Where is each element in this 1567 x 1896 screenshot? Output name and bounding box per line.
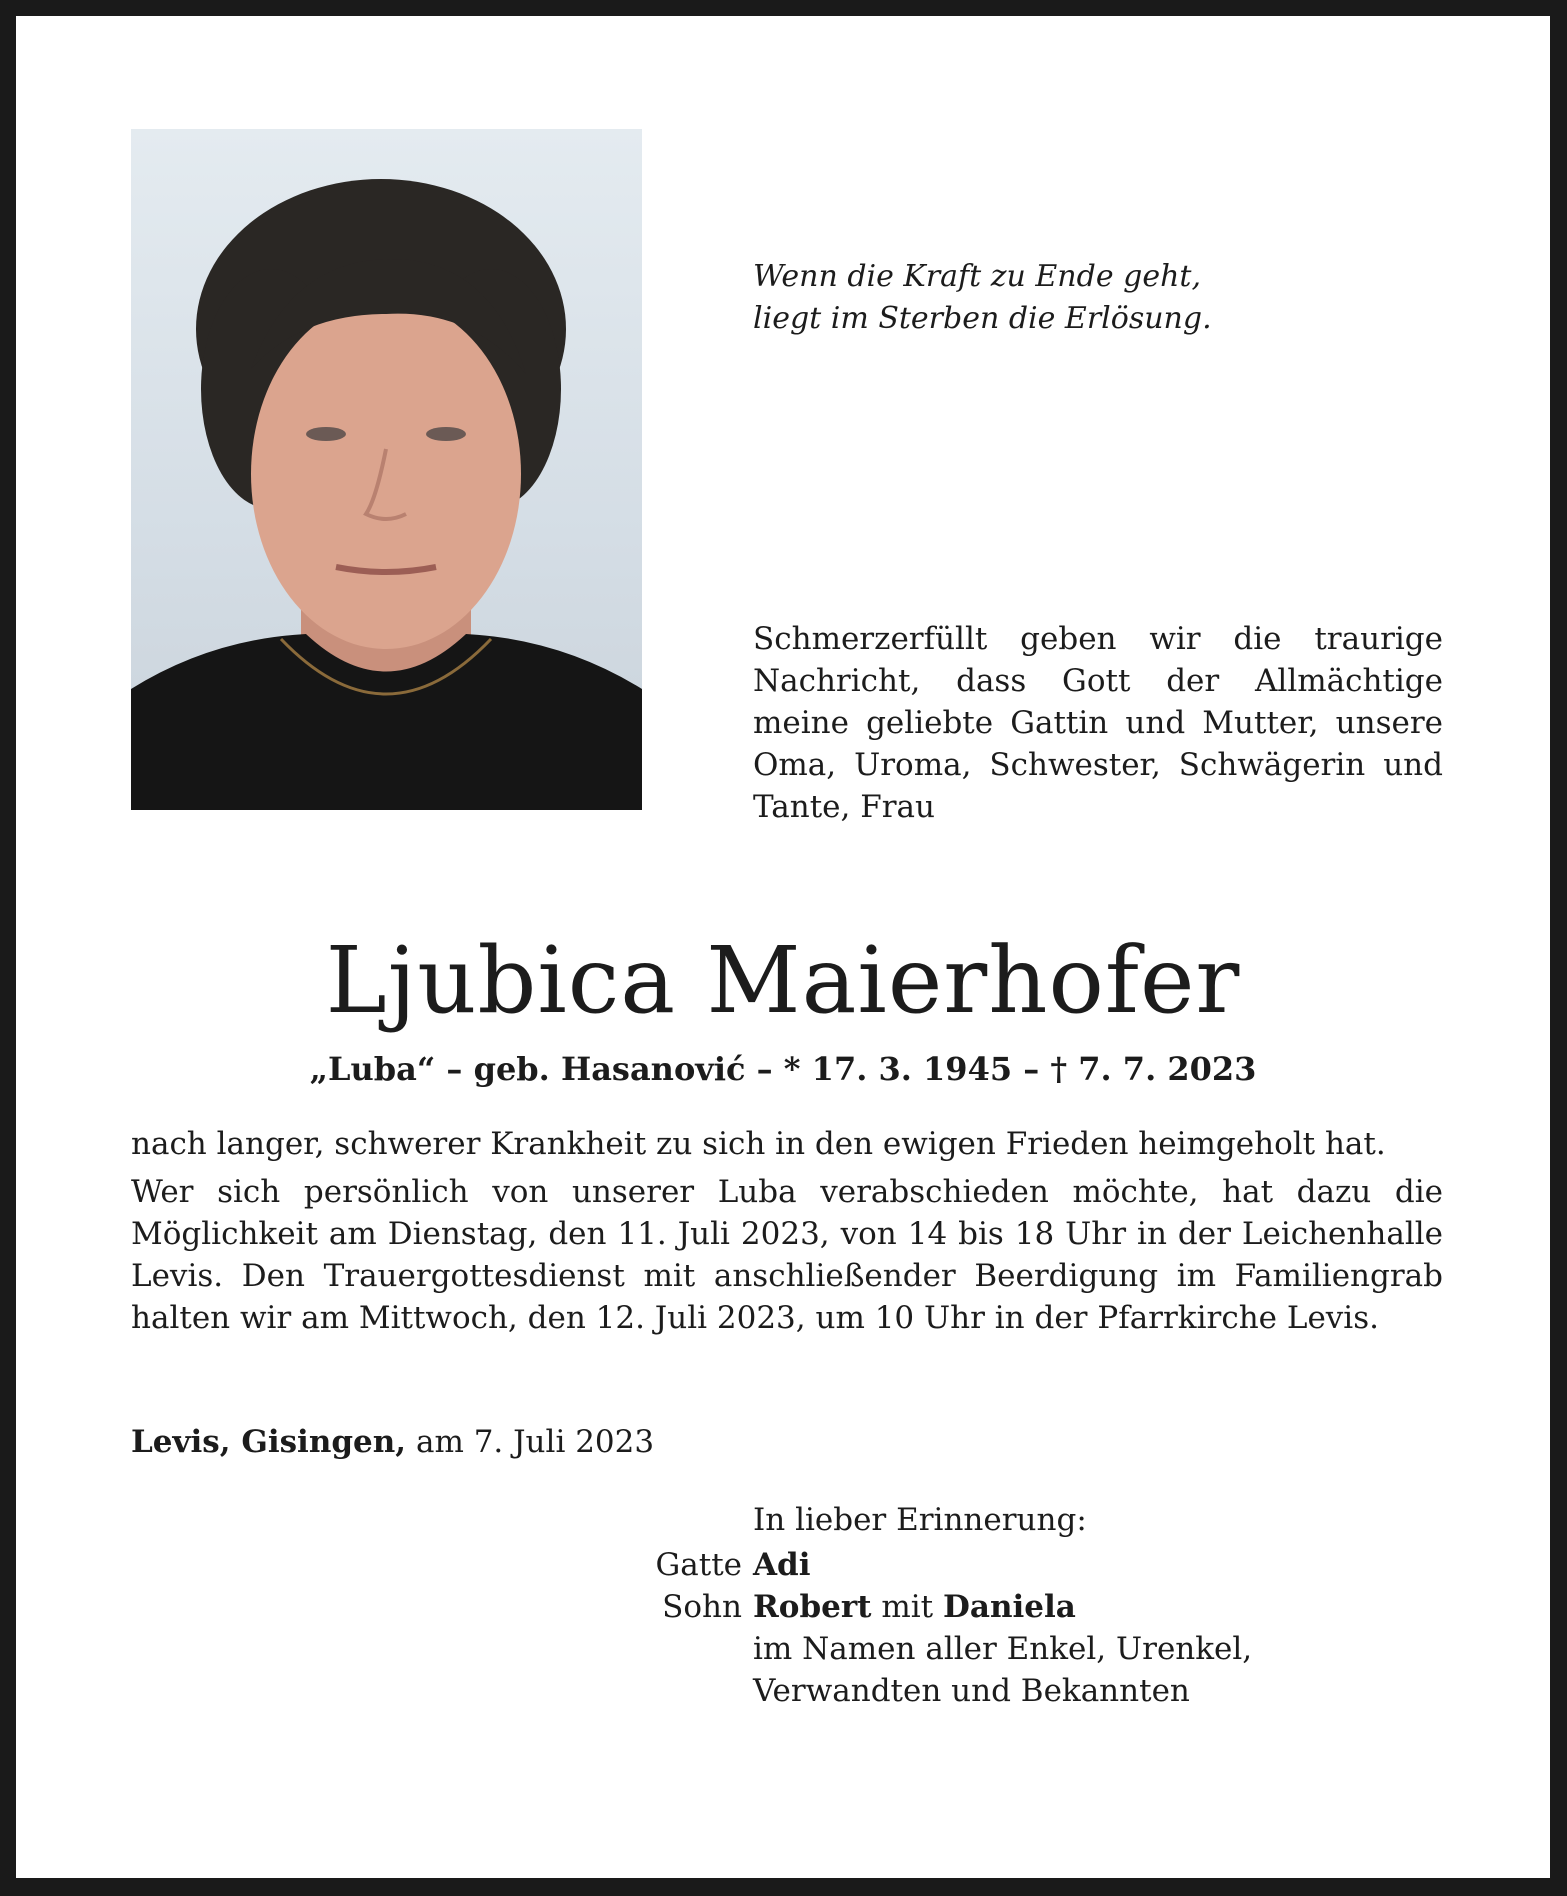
motto-quote bbox=[753, 256, 1212, 340]
family-member-name: Adi bbox=[753, 1547, 811, 1583]
announcement-intro: Schmerzerfüllt geben wir die traurige Nachricht, dass Gott der Allmächtige meine geliebte Gattin und Mutter, unsere Oma, Uroma, Schwester, Schwägerin und Tante, Frau bbox=[753, 621, 1443, 825]
family-row bbox=[626, 1586, 1456, 1628]
deceased-details: „Luba“ – geb. Hasanović – * 17. 3. 1945 – † 7. 7. 2023 bbox=[309, 1050, 1257, 1088]
closing-line-1: im Namen aller Enkel, Urenkel, bbox=[753, 1631, 1253, 1667]
family-connector: mit bbox=[881, 1589, 934, 1625]
remembrance-heading: In lieber Erinnerung: bbox=[753, 1502, 1087, 1538]
motto-line-2: liegt im Sterben die Erlösung. bbox=[753, 301, 1212, 336]
family-names bbox=[753, 1586, 1456, 1628]
place-location: Levis, Gisingen, bbox=[131, 1424, 407, 1460]
announcement-body bbox=[131, 1123, 1443, 1345]
closing-signature bbox=[753, 1628, 1252, 1712]
motto-line-1: Wenn die Kraft zu Ende geht, bbox=[753, 259, 1201, 294]
family-member-name: Robert bbox=[753, 1589, 872, 1625]
family-role: Gatte bbox=[655, 1547, 742, 1583]
deceased-name: Ljubica Maierhofer bbox=[325, 927, 1241, 1034]
family-list bbox=[626, 1544, 1456, 1628]
family-names bbox=[753, 1544, 1456, 1586]
portrait-illustration bbox=[131, 129, 642, 810]
body-first-line: nach langer, schwerer Krankheit zu sich in den ewigen Frieden heimgeholt hat. bbox=[131, 1126, 1386, 1162]
place-date-text: am 7. Juli 2023 bbox=[415, 1424, 655, 1460]
closing-line-2: Verwandten und Bekannten bbox=[753, 1673, 1190, 1709]
family-role: Sohn bbox=[662, 1589, 742, 1625]
place-date bbox=[131, 1421, 654, 1463]
portrait-photo bbox=[131, 129, 642, 810]
obituary-page bbox=[16, 16, 1550, 1878]
family-row bbox=[626, 1544, 1456, 1586]
service-details: Wer sich persönlich von unserer Luba verabschieden möchte, hat dazu die Möglichkeit am Dienstag, den 11. Juli 2023, von 14 bis 18 Uhr in der Leichenhalle Levis. Den Trauergottesdienst mit anschließender Beerdigung im Familiengrab halten wir am Mittwoch, den 12. Juli 2023, um 10 Uhr in der Pfarrkirche Levis. bbox=[131, 1174, 1443, 1336]
family-partner-name: Daniela bbox=[943, 1589, 1076, 1625]
